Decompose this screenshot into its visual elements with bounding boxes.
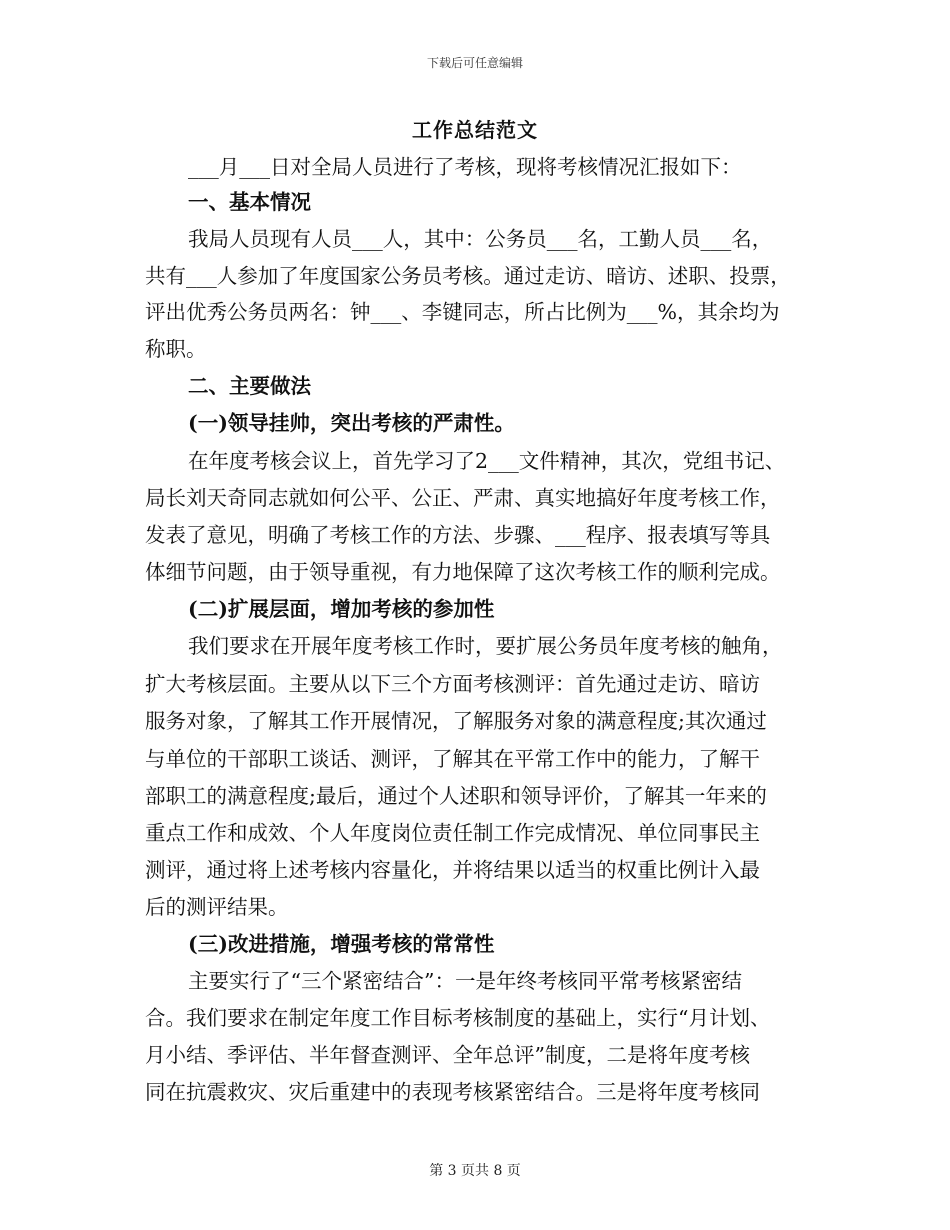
paragraph-line: 月小结、季评估、半年督查测评、全年总评”制度，二是将年度考核 [145,1043,750,1067]
paragraph-line: 评出优秀公务员两名：钟___、李键同志，所占比例为___%，其余均为 [145,300,780,324]
section-heading: 二、主要做法 [188,374,311,398]
paragraph-line: 后的测评结果。 [145,895,289,919]
subsection-heading: (三)改进措施，增强考核的常常性 [188,932,495,956]
paragraph-line: 在年度考核会议上，首先学习了2___文件精神，其次，党组书记、 [188,449,786,473]
paragraph-line: 体细节问题，由于领导重视，有力地保障了这次考核工作的顺利完成。 [145,560,781,584]
paragraph-line: 服务对象，了解其工作开展情况，了解服务对象的满意程度;其次通过 [145,709,767,733]
subsection-heading: (一)领导挂帅，突出考核的严肃性。 [188,411,515,435]
paragraph-line: 与单位的干部职工谈话、测评，了解其在平常工作中的能力，了解干 [145,747,760,771]
paragraph-line: 部职工的满意程度;最后，通过个人述职和领导评价，了解其一年来的 [145,784,767,808]
document-title: 工作总结范文 [412,118,538,142]
paragraph-line: 扩大考核层面。主要从以下三个方面考核测评：首先通过走访、暗访 [145,672,760,696]
subsection-heading: (二)扩展层面，增加考核的参加性 [188,597,495,621]
paragraph-line: 我局人员现有人员___人，其中：公务员___名，工勤人员___名， [188,227,773,251]
paragraph-line: 我们要求在开展年度考核工作时，要扩展公务员年度考核的触角， [188,634,783,658]
page-footer-number: 第 3 页共 8 页 [429,1163,521,1179]
paragraph-line: 主要实行了“三个紧密结合”：一是年终考核同平常考核紧密结 [188,969,742,993]
paragraph-line: 称职。 [145,337,207,361]
section-heading: 一、基本情况 [188,190,311,214]
paragraph-line: 合。我们要求在制定年度工作目标考核制度的基础上，实行“月计划、 [145,1006,771,1030]
paragraph-line: 同在抗震救灾、灾后重建中的表现考核紧密结合。三是将年度考核同 [145,1080,760,1104]
page-header-note: 下载后可任意编辑 [426,56,523,70]
paragraph-line: ___月___日对全局人员进行了考核，现将考核情况汇报如下： [188,155,742,179]
paragraph-line: 重点工作和成效、个人年度岗位责任制工作完成情况、单位同事民主 [145,821,760,845]
paragraph-line: 共有___人参加了年度国家公务员考核。通过走访、暗访、述职、投票， [145,264,791,288]
paragraph-line: 发表了意见，明确了考核工作的方法、步骤、___程序、报表填写等具 [145,523,771,547]
paragraph-line: 局长刘天奇同志就如何公平、公正、严肃、真实地搞好年度考核工作， [145,486,781,510]
paragraph-line: 测评，通过将上述考核内容量化，并将结果以适当的权重比例计入最 [145,858,760,882]
